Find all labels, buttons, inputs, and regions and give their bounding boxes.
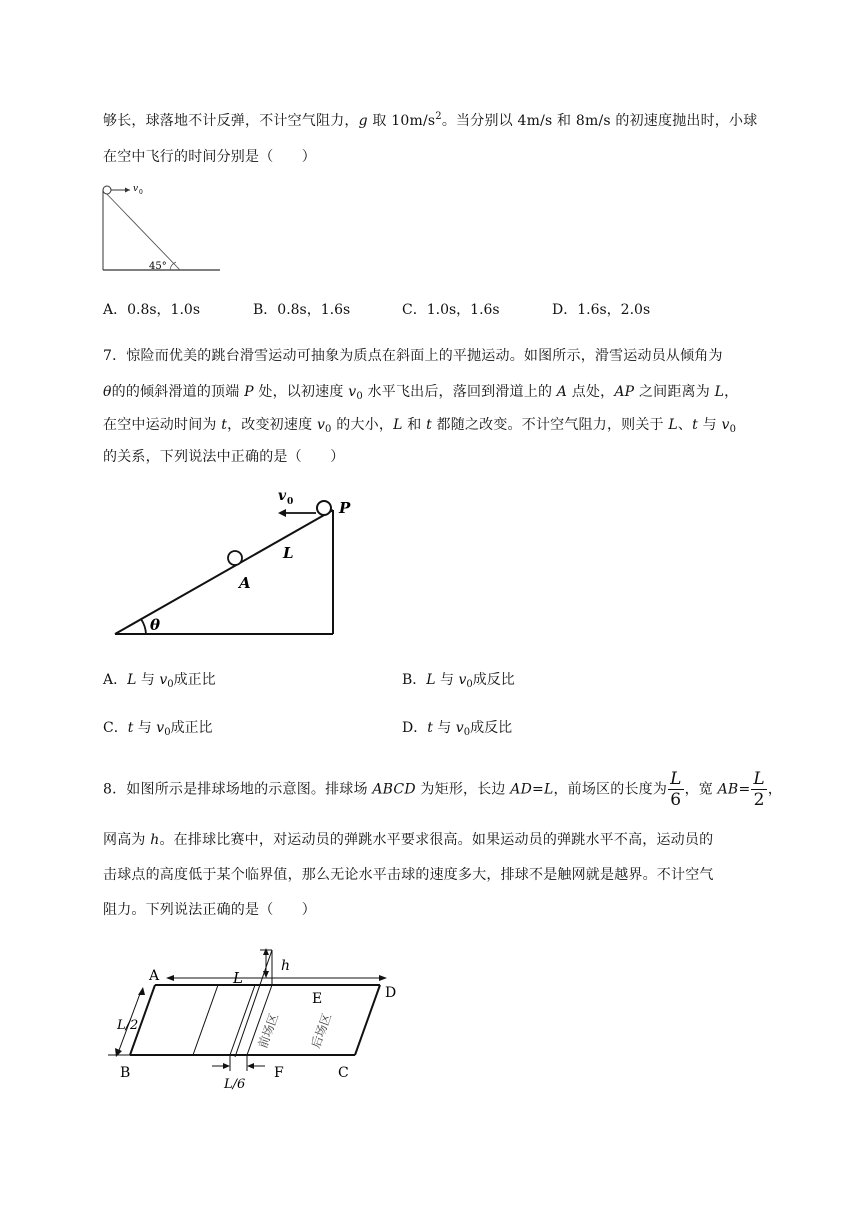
q7-fig-a-label: A (239, 574, 251, 592)
q8-fig-front-zone: 前场区 (255, 1011, 282, 1051)
q7-fig-v0-sub: 0 (287, 497, 294, 507)
q8-fig-label-d: D (385, 985, 397, 1001)
q8-fig-label-b: B (120, 1065, 131, 1081)
q6-text-line1: 够长，球落地不计反弹，不计空气阻力，g 取 $10m/s^2$。当分别以 4m/s 和 8m/s 的初速度抛出时，小球 (103, 111, 758, 129)
q7-option-a: A．L 与 $v_0$成正比 (103, 672, 216, 690)
q6-option-d: D．1.6s，2.0s (552, 302, 651, 318)
q7-text-line1: 7．惊险而优美的跳台滑雪运动可抽象为质点在斜面上的平抛运动。如图所示，滑雪运动员从倾角为 (103, 348, 723, 364)
q6-option-a: A．0.8s，1.0s (103, 302, 201, 318)
q7-option-d: D．t 与 $v_0$成反比 (402, 720, 513, 738)
q8-text-line4: 阻力。下列说法正确的是（ ） (103, 902, 316, 918)
q6-fig-angle-label: 45° (149, 261, 167, 272)
q8-fig-label-l: L (233, 969, 243, 987)
q7-text-line4: 的关系，下列说法中正确的是（ ） (103, 449, 345, 465)
q8-fig-label-l-sixth: L/6 (224, 1077, 246, 1092)
q7-option-b: B．L 与 $v_0$成反比 (402, 672, 515, 690)
q7-option-c: C．t 与 $v_0$成正比 (103, 720, 213, 738)
q8-fig-label-h: h (281, 958, 291, 974)
q6-text-line2: 在空中飞行的时间分别是（ ） (103, 149, 316, 165)
q7-figure-ski-slope (110, 480, 370, 640)
q8-fig-label-c: C (338, 1065, 349, 1081)
q8-fig-label-f: F (274, 1065, 284, 1081)
q7-text-line2: θ的的倾斜滑道的顶端 P 处，以初速度 $v_0$ 水平飞出后，落回到滑道上的 A 点处，AP 之间距离为 L， (103, 384, 739, 402)
q8-fraction-l-over-2: $\frac{L}{2}$ (753, 769, 765, 810)
q6-fig-v0-label: v (133, 184, 139, 194)
q8-fig-back-zone: 后场区 (308, 1011, 335, 1051)
q8-fig-label-l-half: L/2 (117, 1018, 139, 1033)
q7-fig-l-label: L (283, 544, 294, 562)
q8-text-line1: 8．如图所示是排球场地的示意图。排球场 ABCD 为矩形，长边 AD=L，前场区的长度为 $\frac{L}{6}$ ，宽 AB= $\frac{L}{2}$ ， (103, 769, 783, 810)
q6-figure-incline (100, 180, 230, 275)
q6-option-c: C．1.0s，1.6s (402, 302, 500, 318)
q8-text-line3: 击球点的高度低于某个临界值，那么无论水平击球的速度多大，排球不是触网就是越界。不计空气 (103, 867, 714, 883)
q8-fig-label-e: E (312, 991, 323, 1007)
q7-text-line3: 在空中运动时间为 t，改变初速度 $v_0$ 的大小，L 和 t 都随之改变。不计空气阻力，则关于 L、t 与 $v_0$ (103, 417, 737, 435)
q7-fig-v0-label: v (278, 488, 287, 504)
q7-fig-p-label: P (339, 499, 351, 517)
q8-fig-label-a: A (149, 968, 160, 984)
q7-fig-theta-label: θ (150, 616, 161, 634)
q8-fraction-l-over-6: $\frac{L}{6}$ (670, 769, 682, 810)
q8-figure-volleyball-court (100, 945, 420, 1105)
q6-option-b: B．0.8s，1.6s (253, 302, 351, 318)
q8-text-line2: 网高为 h。在排球比赛中，对运动员的弹跳水平要求很高。如果运动员的弹跳水平不高，运动员的 (103, 832, 714, 848)
q6-fig-v0-sub: 0 (139, 189, 143, 196)
